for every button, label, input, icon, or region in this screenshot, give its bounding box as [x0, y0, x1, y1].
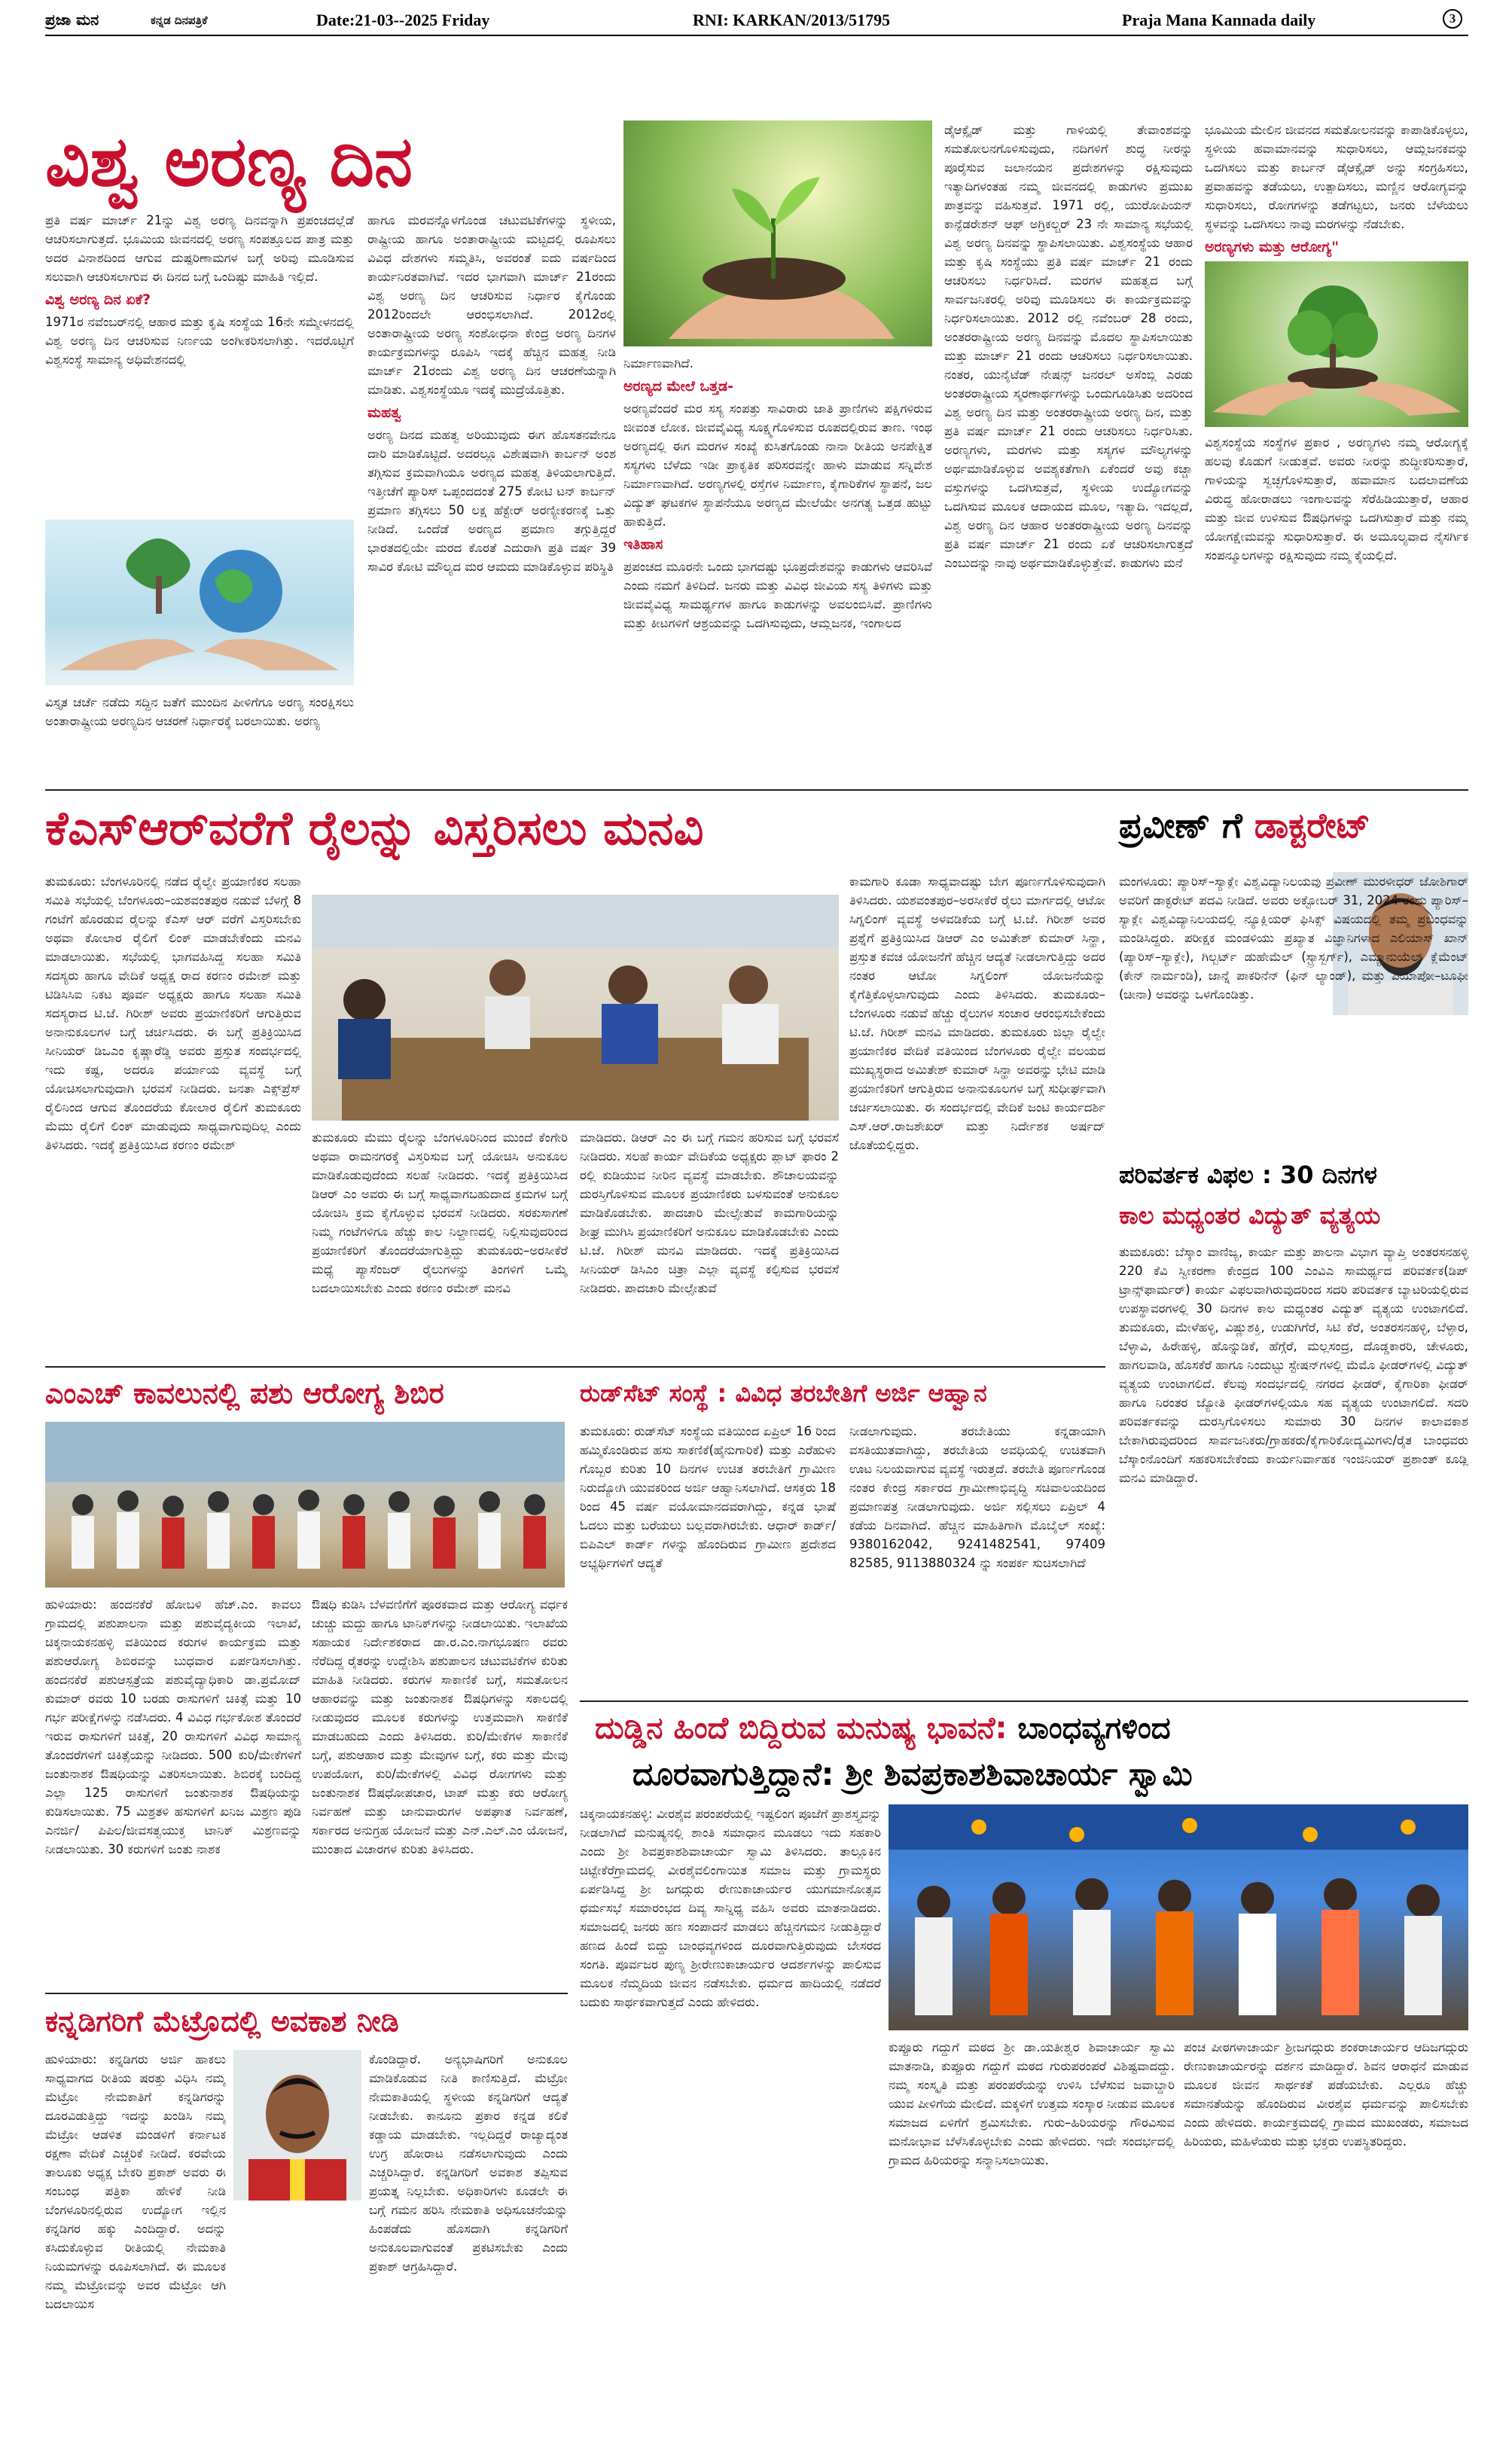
rail-col1 [45, 872, 301, 1362]
swamy-col3-text: ಪಂಚ ಪೀಠಗಳಾಚಾರ್ಯ ಶ್ರೀಜಗದ್ಗುರು ಶಂಕರಾಚಾರ್ಯರ ಆದಿಜಗದ್ಗುರು ರೇಣುಕಾಚಾರ್ಯರನ್ನು ದರ್ಶನ ಮಾಡಿದ್ದಾರೆ. ಶಿವನ ಆರಾಧನೆ ಮಾಡುವ ಮೂಲಕ ಜೀವನ ಸಾರ್ಥಕತೆ ಪಡೆಯಬೇಕು. ಎಲ್ಲರೂ ಹೆಚ್ಚು ಸಮಾನತೆಯನ್ನು ಹೊಂದಿರುವ ವೀರಶೈವ ಧರ್ಮವನ್ನು ಪಾಲಿಸಬೇಕು ಎಂದು ಹೇಳಿದರು. ಕಾರ್ಯಕ್ರಮದಲ್ಲಿ ಗ್ರಾಮದ ಮುಖಂಡರು, ಸಮಾಜದ ಹಿರಿಯರು, ಮಹಿಳೆಯರು ಮತ್ತು ಭಕ್ತರು ಉಪಸ್ಥಿತರಿದ್ದರು. [1184, 2040, 1468, 2149]
forest-col3 [623, 354, 932, 783]
transformer-title2: ಕಾಲ ಮಧ್ಯಂತರ ವಿದ್ಯುತ್ ವ್ಯತ್ಯಯ [1119, 1201, 1381, 1230]
masthead-sub: ಕನ್ನಡ ದಿನಪತ್ರಿಕೆ [151, 14, 208, 27]
swamy-title [595, 1707, 1468, 1750]
forest-col1c [45, 693, 354, 783]
section-divider-4 [45, 1993, 568, 1994]
rudset-col2 [849, 1422, 1105, 1693]
swamy-col3 [1184, 2038, 1468, 2429]
forest-sub-pressure: ಅರಣ್ಯದ ಮೇಲೆ ಒತ್ತಡ- [623, 378, 733, 395]
rail-col2-text: ತುಮಕೂರು ಮೆಮು ರೈಲನ್ನು ಬೆಂಗಳೂರಿನಿಂದ ಮುಂದೆ ಕೆಂಗೇರಿ ಅಥವಾ ರಾಮನಗರಕ್ಕೆ ವಿಸ್ತರಿಸುವ ಬಗ್ಗೆ ಯೋಚಿಸಿ ಅನುಕೂಲ ಮಾಡಿಕೊಡುವುದೆಂದು ಸಲಹೆ ನೀಡಿದರು. ಇದಕ್ಕೆ ಪ್ರತಿಕ್ರಿಯಿಸಿದ ಡಿಆರ್ ಎಂ ಅವರು ಈ ಬಗ್ಗೆ ಸಾಧ್ಯವಾಗಬಹುದಾದ ಕ್ರಮಗಳ ಬಗ್ಗೆ ಯೋಚಿಸಿ ಕ್ರಮ ಕೈಗೊಳ್ಳುವ ಭರವಸೆ ನೀಡಿದರು. ಸರಕುಸಾಗಣೆ ನಿಮ್ಮ ಗಂಟೆಗಳಿಗೂ ಹೆಚ್ಚು ಕಾಲ ನಿಲ್ದಾಣದಲ್ಲಿ ನಿಲ್ಲಿಸುವುದರಿಂದ ಪ್ರಯಾಣಿಕರಿಗೆ ತೊಂದರೆಯಾಗುತ್ತಿದ್ದು ತುಮಕೂರು–ಅರಸೀಕೆರೆ ಮಧ್ಯೆ ಪ್ಯಾಸೆಂಜರ್ ರೈಲುಗಳನ್ನು ತಿಂಗಳಿಗೆ ಒಮ್ಮೆ ಬದಲಾಯಿಸಬೇಕು ಎಂದು ಕರಣಂ ರಮೇಶ್ ಮನವಿ [312, 1130, 568, 1295]
metro-photo-portrait [233, 2050, 361, 2201]
transformer-body-text: ತುಮಕೂರು: ಬೆಸ್ಕಾಂ ವಾಣಿಜ್ಯ, ಕಾರ್ಯ ಮತ್ತು ಪಾಲನಾ ವಿಭಾಗ ವ್ಯಾಪ್ತಿ ಅಂತರಸನಹಳ್ಳಿ 220 ಕೆವಿ ಸ್ವೀಕರಣಾ ಕೇಂದ್ರದ 100 ಎಂವಿಎ ಸಾಮರ್ಥ್ಯದ ಪರಿವರ್ತಕ(ಡಿಪ್ ಟ್ರಾನ್ಸ್‌ಫಾರ್ಮರ್) ಕಾರ್ಯ ವಿಫಲವಾಗಿರುವುದರಿಂದ ಸದರಿ ಪರಿವರ್ತಕ ಬ್ಯಾಟರಿಯಲ್ಲಿರುವ ಉಪಸ್ಥಾವರಗಳಲ್ಲಿ 30 ದಿನಗಳ ಕಾಲ ಮಧ್ಯಂತರ ವಿದ್ಯುತ್ ವ್ಯತ್ಯಯ ಉಂಟಾಗಲಿದೆ. ತುಮಕೂರು, ಮೇಳೆಹಳ್ಳಿ, ವಿಷ್ಣುಶಕ್ತಿ, ಉಡುಗಿಗೆರೆ, ಸಿಟಿ ಕೆರೆ, ಅಂತರಸನಹಳ್ಳಿ, ಬೆಳ್ಳಾರ, ಬೆಳ್ಳಾವಿ, ಹಿರೇಹಳ್ಳಿ, ಹೊನ್ನುಡಿಕೆ, ಹೆಗ್ಗೆರೆ, ಮಲ್ಲಸಂದ್ರ, ದೊಡ್ಡಕಾರರಿ, ಚೇಳೂರು, ಹಾಗಲವಾಡಿ, ಹೊಸಕೆರೆ ಹಾಗೂ ನಿಂದುಟ್ಟು ಸ್ಟೇಷನ್‌ಗಳಲ್ಲಿ ಮೆಮೊ ಫೀಡರ್‌ಗಳಲ್ಲಿ ವಿದ್ಯುತ್ ವ್ಯತ್ಯಯ ಉಂಟಾಗಲಿದೆ. ಕೆಲವು ಸಂದರ್ಭದಲ್ಲಿ ನಗರದ ಫೀಡರ್‌, ಕೈಗಾರಿಕಾ ಫೀಡರ್ ಹಾಗೂ ನಿರಂತರ ಜ್ಯೋತಿ ಫೀಡರ್‌ಗಳಲ್ಲಿಯೂ ಸಹ ವ್ಯತ್ಯಯ ಉಂಟಾಗಲಿದೆ. ಸದರಿ ಪರಿವರ್ತಕವನ್ನು ದುರಸ್ತಿಗೊಳಿಸಲು ಸುಮಾರು 30 ದಿನಗಳ ಕಾಲಾವಕಾಶ ಬೇಕಾಗಿರುವುದರಿಂದ ಸಾರ್ವಜನಿಕರು/ಗ್ರಾಹಕರು/ಕೈಗಾರಿಕೋದ್ಯಮಿಗಳು/ರೈತ ಬಾಂಧವರು ಬೆಸ್ಕಾಂನೊಂದಿಗೆ ಸಹಕರಿಸಬೇಕೆಂದು ಕಾರ್ಯನಿರ್ವಾಹಕ ಇಂಜಿನಿಯರ್ ಪ್ರಶಾಂತ್ ಕೂಡ್ಲಿ ಮನವಿ ಮಾಡಿದ್ದಾರೆ. [1119, 1245, 1468, 1485]
forest-col5 [1205, 120, 1468, 783]
swamy-col1 [580, 1804, 881, 2429]
metro-col1 [45, 2050, 226, 2426]
swamy-photo-ceremony [889, 1804, 1468, 2030]
swamy-col2 [889, 2038, 1175, 2429]
rail-col4-text: ಕಾಮಗಾರಿ ಕೂಡಾ ಸಾಧ್ಯವಾದಷ್ಟು ಬೇಗ ಪೂರ್ಣಗೊಳಿಸುವುದಾಗಿ ತಿಳಿಸಿದರು. ಯಶವಂತಪುರ–ಅರಸೀಕೆರೆ ರೈಲು ಮಾರ್ಗದಲ್ಲಿ ಆಟೋ ಸಿಗ್ನಲಿಂಗ್ ವ್ಯವಸ್ಥೆ ಅಳವಡಿಕೆಯ ಬಗ್ಗೆ ಟಿ.ಜೆ. ಗಿರೀಶ್ ಅವರ ಪ್ರಶ್ನೆಗೆ ಪ್ರತಿಕ್ರಿಯಿಸಿದ ಡಿಆರ್ ಎಂ ಅಮಿತೇಶ್ ಕುಮಾರ್ ಸಿನ್ಹಾ, ಪ್ರಸ್ತುತ ಕವಚ ಯೋಜನೆಗೆ ಹೆಚ್ಚಿನ ಆದ್ಯತೆ ನೀಡಲಾಗುತ್ತಿದ್ದು ಅದರ ನಂತರ ಆಟೋ ಸಿಗ್ನಲಿಂಗ್ ಯೋಜನೆಯನ್ನು ಕೈಗೆತ್ತಿಕೊಳ್ಳಲಾಗುವುದು ಎಂದು ತಿಳಿಸಿದರು. ತುಮಕೂರು–ಬೆಂಗಳೂರು ನಡುವೆ ಹೆಚ್ಚು ರೈಲುಗಳ ಸಂಚಾರ ಆರಂಭಿಸಬೇಕೆಂದು ಟಿ.ಜೆ. ಗಿರೀಶ್ ಮನವಿ ಮಾಡಿದರು. ತುಮಕೂರು ಜಿಲ್ಲಾ ರೈಲ್ವೇ ಪ್ರಯಾಣಿಕರ ವೇದಿಕೆ ವತಿಯಿಂದ ಬೆಂಗಳೂರು ರೈಲ್ವೇ ವಲಯದ ಮುಖ್ಯಸ್ಥರಾದ ಅಮಿತೇಶ್ ಕುಮಾರ್ ಸಿನ್ಹಾ ಅವರನ್ನು ಭೇಟಿ ಮಾಡಿ ಪ್ರಯಾಣಿಕರಿಗೆ ಆಗುತ್ತಿರುವ ಅನಾನುಕೂಲಗಳ ಬಗ್ಗೆ ಸುಧೀರ್ಘವಾಗಿ ಚರ್ಚಿಸಲಾಯಿತು. ಈ ಸಂದರ್ಭದಲ್ಲಿ ವೇದಿಕೆ ಜಂಟಿ ಕಾರ್ಯದರ್ಶಿ ಎಸ್.ಆರ್.ರಾಜಶೇಖರ್ ಮತ್ತು ನಿರ್ದೇಶಕ ಅರ್ಷದ್ ಜೊತೆಯಲ್ಲಿದ್ದರು. [849, 874, 1105, 1152]
rail-col3 [580, 1128, 839, 1362]
metro-col2 [369, 2050, 568, 2426]
forest-col1b-text: 1971ರ ನವೆಂಬರ್‌ನಲ್ಲಿ ಆಹಾರ ಮತ್ತು ಕೃಷಿ ಸಂಸ್ಥೆಯ 16ನೇ ಸಮ್ಮೇಳನದಲ್ಲಿ ವಿಶ್ವ ಅರಣ್ಯ ದಿನ ಆಚರಿಸುವ ನಿರ್ಣಯ ಅಂಗೀಕರಿಸಲಾಗಿತ್ತು. ಇದರೊಟ್ಟಿಗೆ ವಿಶ್ವಸಂಸ್ಥೆ ಸಾಮಾನ್ಯ ಅಧಿವೇಶನದಲ್ಲಿ [45, 315, 354, 367]
transformer-title: ಪರಿವರ್ತಕ ವಿಫಲ : 30 ದಿನಗಳ [1119, 1161, 1377, 1189]
forest-col1c-text: ವಿಸ್ತೃತ ಚರ್ಚೆ ನಡೆದು ಸದ್ದಿನ ಜತೆಗೆ ಮುಂದಿನ ಪೀಳಿಗೆಗೂ ಅರಣ್ಯ ಸಂರಕ್ಷಿಸಲು ಅಂತಾರಾಷ್ಟ್ರೀಯ ಅರಣ್ಯದಿನ ಆಚರಣೆ ನಿರ್ಧಾರಕ್ಕೆ ಬರಲಾಯಿತು. ಅರಣ್ಯ [45, 695, 354, 728]
forest-col2-text: ಹಾಗೂ ಮರವನ್ನೊಳಗೊಂಡ ಚಟುವಟಿಕೆಗಳನ್ನು ಸ್ಥಳೀಯ, ರಾಷ್ಟ್ರೀಯ ಹಾಗೂ ಅಂತಾರಾಷ್ಟ್ರೀಯ ಮಟ್ಟದಲ್ಲಿ ರೂಪಿಸಲು ವಿವಿಧ ದೇಶಗಳು ಸಮ್ಮತಿಸಿ, ಅವರಂತೆ ಐದು ವರ್ಷದಿಂದ ಕಾರ್ಯನಿರತವಾಗಿವೆ. ಇದರ ಭಾಗವಾಗಿ ಮಾರ್ಚ್ 21ರಂದು ವಿಶ್ವ ಅರಣ್ಯ ದಿನ ಆಚರಿಸುವ ನಿರ್ಧಾರ ಕೈಗೊಂಡು 2012ರಿಂದಲೇ ಆರಂಭಿಸಲಾಗಿದೆ. 2012ರಲ್ಲಿ ಅಂತಾರಾಷ್ಟ್ರೀಯ ಅರಣ್ಯ ಸಂಶೋಧನಾ ಕೇಂದ್ರ ಅರಣ್ಯ ದಿನಗಳ ಕಾರ್ಯಕ್ರಮಗಳನ್ನು ರೂಪಿಸಿ ಇದಕ್ಕೆ ಹೆಚ್ಚಿನ ಮಹತ್ವ ನೀಡಿ ಮಾರ್ಚ್ 21ರಂದು ವಿಶ್ವ ಅರಣ್ಯ ದಿನ ಆಚರಣೆಯನ್ನಾಗಿ ಮಾಡಿತು. ವಿಶ್ವಸಂಸ್ಥೆಯೂ ಇದಕ್ಕೆ ಮುದ್ರೆಯೊತ್ತಿತು. [367, 213, 616, 397]
header-rule [45, 35, 1468, 36]
forest-col5b-text: ವಿಶ್ವಸಂಸ್ಥೆಯ ಸಂಸ್ಥೆಗಳ ಪ್ರಕಾರ , ಅರಣ್ಯಗಳು ನಮ್ಮ ಆರೋಗ್ಯಕ್ಕೆ ಹಲವು ಕೊಡುಗೆ ನೀಡುತ್ತವೆ. ಅವರು ನೀರನ್ನು ಶುದ್ಧೀಕರಿಸುತ್ತಾರೆ, ಗಾಳಿಯನ್ನು ಸ್ವಚ್ಛಗೊಳಿಸುತ್ತಾರೆ, ಹವಾಮಾನ ಬದಲಾವಣೆಯ ವಿರುದ್ಧ ಹೋರಾಡಲು ಇಂಗಾಲವನ್ನು ಸೆರೆಹಿಡಿಯುತ್ತಾರೆ, ಆಹಾರ ಮತ್ತು ಜೀವ ಉಳಿಸುವ ಔಷಧಿಗಳನ್ನು ಒದಗಿಸುತ್ತಾರೆ ಮತ್ತು ನಮ್ಮ ಯೋಗಕ್ಷೇಮವನ್ನು ಸುಧಾರಿಸುತ್ತಾರೆ. ಈ ಅಮೂಲ್ಯವಾದ ನೈಸರ್ಗಿಕ ಸಂಪನ್ಮೂಲಗಳನ್ನು ರಕ್ಷಿಸುವುದು ನಮ್ಮ ಕೈಯಲ್ಲಿದೆ. [1205, 435, 1468, 563]
forest-sub-why: ವಿಶ್ವ ಅರಣ್ಯ ದಿನ ಏಕೆ? [45, 291, 151, 308]
rail-col2 [312, 1128, 568, 1362]
forest-col4-text: ಡೈಆಕ್ಸೈಡ್ ಮತ್ತು ಗಾಳಿಯಲ್ಲಿ ತೇವಾಂಶವನ್ನು ಸಮತೋಲನಗೊಳಿಸುವುದು, ನದಿಗಳಿಗೆ ಶುದ್ಧ ನೀರನ್ನು ಪೂರೈಸುವ ಜಲಾನಯನ ಪ್ರದೇಶಗಳನ್ನು ರಕ್ಷಿಸುವುದು ಇತ್ಯಾದಿಗಳಂತಹ ನಮ್ಮ ಜೀವನದಲ್ಲಿ ಕಾಡುಗಳು ಪ್ರಮುಖ ಪಾತ್ರವನ್ನು ವಹಿಸುತ್ತವೆ. 1971 ರಲ್ಲಿ, ಯುರೋಪಿಯನ್ ಕಾನ್ಫೆಡರೇಶನ್ ಆಫ್ ಅಗ್ರಿಕಲ್ಚರ್ 23 ನೇ ಸಾಮಾನ್ಯ ಸಭೆಯಲ್ಲಿ ವಿಶ್ವ ಅರಣ್ಯ ದಿನವನ್ನು ಸ್ಥಾಪಿಸಲಾಯಿತು. ವಿಶ್ವಸಂಸ್ಥೆಯ ಆಹಾರ ಮತ್ತು ಕೃಷಿ ಸಂಸ್ಥೆಯು ಪ್ರತಿ ವರ್ಷ ಮಾರ್ಚ್ 21 ರಂದು ಆಚರಿಸಲು ನಿರ್ಧರಿಸಿದೆ. ಮರಗಳ ಮಹತ್ವದ ಬಗ್ಗೆ ಸಾರ್ವಜನಿಕರಲ್ಲಿ ಅರಿವು ಮೂಡಿಸಲು ಈ ಕಾರ್ಯಕ್ರಮವನ್ನು ನಿರ್ಧರಿಸಲಾಯಿತು. 2012 ರಲ್ಲಿ ನವೆಂಬರ್ 28 ರಂದು, ಅಂತರರಾಷ್ಟ್ರೀಯ ಅರಣ್ಯ ದಿನವನ್ನು ಮೊದಲ ಸ್ಥಾಪಿಸಲಾಯಿತು ಮತ್ತು ಮಾರ್ಚ್ 21 ರಂದು ಆಚರಿಸಲು ನಿರ್ಧರಿಸಲಾಯಿತು. ನಂತರ, ಯುನೈಟೆಡ್ ನೇಷನ್ಸ್ ಜನರಲ್ ಅಸೆಂಬ್ಲಿ ಎರಡು ಅಂತರರಾಷ್ಟ್ರೀಯ ಸ್ಮರಣಾರ್ಥಗಳನ್ನು ಒಂದುಗೂಡಿಸಿತು ಅದರಿಂದ ವಿಶ್ವ ಅರಣ್ಯ ದಿನ ಮತ್ತು ಅಂತರರಾಷ್ಟ್ರೀಯ ಅರಣ್ಯ ದಿನ, ಮತ್ತು ಪ್ರತಿ ವರ್ಷ ಮಾರ್ಚ್ 21 ರಂದು ಆಚರಿಸಲು ನಿರ್ಧರಿಸಿತು. ಅರಣ್ಯಗಳು, ಮರಗಳು ಮತ್ತು ಸಸ್ಯಗಳ ಮೌಲ್ಯಗಳನ್ನು ಅರ್ಥಮಾಡಿಕೊಳ್ಳುವ ಅವಶ್ಯಕತೆಗಾಗಿ ಏಕೆಂದರೆ ಅವು ಕಚ್ಚಾ ವಸ್ತುಗಳನ್ನು ಒದಗಿಸುತ್ತವೆ, ಸ್ಥಳೀಯ ಉದ್ಯೋಗವನ್ನು ಒದಗಿಸುವ ಮೂಲಕ ಆದಾಯದ ಮೂಲ, ಇತ್ಯಾದಿ. ಇದಲ್ಲದೆ, ವಿಶ್ವ ಅರಣ್ಯ ದಿನ ಆಹಾರ ಅಂತರರಾಷ್ಟ್ರೀಯ ಅರಣ್ಯ ದಿನವನ್ನು ಪ್ರತಿ ವರ್ಷ ಮಾರ್ಚ್ 21 ರಂದು ಏಕೆ ಆಚರಿಸಲಾಗುತ್ತದೆ ಎಂಬುದನ್ನು ನಾವು ಅರ್ಥಮಾಡಿಕೊಳ್ಳುತ್ತೇವೆ. ಕಾಡುಗಳು ಮನೆ [944, 123, 1193, 570]
animal-col1-text: ಹುಳಿಯಾರು: ಹಂದನಕೆರೆ ಹೋಬಳಿ ಹೆಚ್.ಎಂ. ಕಾವಲು ಗ್ರಾಮದಲ್ಲಿ ಪಶುಪಾಲನಾ ಮತ್ತು ಪಶುವೈದ್ಯಕೀಯ ಇಲಾಖೆ, ಚಿಕ್ಕನಾಯಕನಹಳ್ಳಿ ವತಿಯಿಂದ ಕರುಗಳ ಕಾರ್ಯಕ್ರಮ ಮತ್ತು ಪಶುಆರೋಗ್ಯ ಶಿಬಿರವನ್ನು ಬುಧವಾರ ಏರ್ಪಡಿಸಲಾಗಿತ್ತು. ಹಂದನಕೆರೆ ಪಶುಆಸ್ಪತ್ರೆಯ ಪಶುವೈದ್ಯಾಧಿಕಾರಿ ಡಾ.ಪ್ರಮೋದ್ ಕುಮಾರ್ ರವರು 10 ಬರಡು ರಾಸುಗಳಿಗೆ ಚಿಕಿತ್ಸೆ ಮತ್ತು 10 ಗರ್ಭ ಪರೀಕ್ಷೆಗಳನ್ನು ನಡೆಸಿದರು. 4 ವಿವಿಧ ಗರ್ಭಕೋಶ ತೊಂದರೆ ಇರುವ ರಾಸುಗಳಿಗೆ ಚಿಕಿತ್ಸೆ, 20 ರಾಸುಗಳಿಗೆ ವಿವಿಧ ಸಾಮಾನ್ಯ ತೊಂದರೆಗಳಿಗೆ ಚಿಕಿತ್ಸೆಯನ್ನು ನೀಡಿದರು. 500 ಕುರಿ/ಮೇಕೆಗಳಿಗೆ ಜಂತುನಾಶಕ ಔಷಧಿಯನ್ನು ವಿತರಿಸಲಾಯಿತು. ಶಿಬಿರಕ್ಕೆ ಬಂದಿದ್ದ ಎಲ್ಲಾ 125 ರಾಸುಗಳಿಗೆ ಜಂತುನಾಶಕ ಔಷಧಿಯನ್ನು ಕುಡಿಸಲಾಯಿತು. 75 ಮಿಶ್ರತಳಿ ಹಸುಗಳಿಗೆ ಖನಿಜ ಮಿಶ್ರಣ ಪುಡಿ ಎನರ್ಜಿ/ ಪಿಪಿಲ/ಜೀವಸತ್ವಯುಕ್ತ ಟಾನಿಕ್ ಮಿಶ್ರಣವನ್ನು ನೀಡಲಾಯಿತು. 30 ಕರುಗಳಿಗೆ ಜಂತು ನಾಶಕ [45, 1597, 301, 1856]
swamy-title2: ದೂರವಾಗುತ್ತಿದ್ದಾನೆ: ಶ್ರೀ ಶಿವಪ್ರಕಾಶಶಿವಾಚಾರ್ಯ ಸ್ವಾಮಿ [633, 1755, 1193, 1792]
rail-photo-meeting [312, 895, 839, 1121]
praveen-title [1119, 803, 1473, 848]
forest-col1-text: ಪ್ರತಿ ವರ್ಷ ಮಾರ್ಚ್ 21ನ್ನು ವಿಶ್ವ ಅರಣ್ಯ ದಿನವನ್ನಾಗಿ ಪ್ರಪಂಚದಲ್ಲೆಡೆ ಆಚರಿಸಲಾಗುತ್ತದೆ. ಭೂಮಿಯ ಜೀವನದಲ್ಲಿ ಅರಣ್ಯ ಸಂಪತ್ತೂಲದ ಪಾತ್ರ ಮತ್ತು ಅದರ ವಿನಾಶದಿಂದ ಆಗುವ ದುಷ್ಪರಿಣಾಮಗಳ ಬಗ್ಗೆ ಅರಿವು ಮೂಡಿಸುವ ಸಲುವಾಗಿ ಆಚರಿಸಲಾಗುವ ಈ ದಿನದ ಬಗ್ಗೆ ಒಂದಿಷ್ಟು ಮಾಹಿತಿ ಇಲ್ಲಿದೆ. [45, 213, 354, 284]
rudset-col2-text: ನೀಡಲಾಗುವುದು. ತರಬೇತಿಯು ಕನ್ನಡಾಯಾಗಿ ವಸತಿಯುತವಾಗಿದ್ದು, ತರಬೇತಿಯ ಅವಧಿಯಲ್ಲಿ ಉಚಿತವಾಗಿ ಊಟ ನಿಲಯವಾಗುವ ವ್ಯವಸ್ಥೆ ಇರುತ್ತದೆ. ತರಬೇತಿ ಪೂರ್ಣಗೊಂಡ ನಂತರ ಕೇಂದ್ರ ಸರ್ಕಾರದ ಗ್ರಾಮೀಣಾಭಿವೃದ್ಧಿ ಸಚಿವಾಲಯದಿಂದ ಪ್ರಮಾಣಪತ್ರ ನೀಡಲಾಗುವುದು. ಅರ್ಜಿ ಸಲ್ಲಿಸಲು ಏಪ್ರಿಲ್ 4 ಕಡೆಯ ದಿನವಾಗಿದೆ. ಹೆಚ್ಚಿನ ಮಾಹಿತಿಗಾಗಿ ಮೊಬೈಲ್ ಸಂಖ್ಯೆ: 9380162042, 9241482541, 97409 82585, 9113880324 ನ್ನು ಸಂಪರ್ಕ ಸುಚಿಸಲಾಗಿದೆ [849, 1424, 1105, 1570]
praveen-title-name: ಪ್ರವೀಣ್ ಗೆ [1119, 805, 1242, 846]
metro-col1-text: ಹುಳಿಯಾರು: ಕನ್ನಡಿಗರು ಅರ್ಜಿ ಹಾಕಲು ಸಾಧ್ಯವಾಗದ ರೀತಿಯ ಷರತ್ತು ವಿಧಿಸಿ ನಮ್ಮ ಮೆಟ್ರೋ ನೇಮಕಾತಿಗೆ ಕನ್ನಡಿಗರನ್ನು ದೂರವಿಡುತ್ತಿದ್ದು ಇದನ್ನು ಖಂಡಿಸಿ ನಮ್ಮ ಮೆಟ್ರೋ ಆಡಳಿತ ಮಂಡಳಿಗೆ ಕರ್ನಾಟಕ ರಕ್ಷಣಾ ವೇದಿಕೆ ಎಚ್ಚರಿಕೆ ನೀಡಿದೆ. ಕರವೇಯ ತಾಲೂಕು ಅಧ್ಯಕ್ಷ ಬೇಕರಿ ಪ್ರಕಾಶ್ ಅವರು ಈ ಸಂಬಂಧ ಪತ್ರಿಕಾ ಹೇಳಿಕೆ ನೀಡಿ ಬೆಂಗಳೂರಿನಲ್ಲಿರುವ ಉದ್ಯೋಗ ಇಲ್ಲಿನ ಕನ್ನಡಿಗರ ಹಕ್ಕು ಎಂದಿದ್ದಾರೆ. ಅದನ್ನು ಕಸಿದುಕೊಳ್ಳುವ ರೀತಿಯಲ್ಲಿ ನೇಮಕಾತಿ ನಿಯಮಗಳನ್ನು ರೂಪಿಸಲಾಗಿದೆ. ಈ ಮೂಲಕ ನಮ್ಮ ಮೆಟ್ರೋವನ್ನು ಅವರ ಮೆಟ್ರೋ ಆಗಿ ಬದಲಾಯಿಸ [45, 2052, 226, 2311]
animal-photo-group [45, 1422, 565, 1588]
animal-col2-text: ಔಷಧಿ ಕುಡಿಸಿ ಬೆಳವಣಿಗೆಗೆ ಪೂರಕವಾದ ಮತ್ತು ಆರೋಗ್ಯ ವರ್ಧಕ ಚುಚ್ಚು ಮದ್ದು ಹಾಗೂ ಟಾನಿಕ್‌ಗಳನ್ನು ನೀಡಲಾಯಿತು. ಇಲಾಖೆಯ ಸಹಾಯಕ ನಿರ್ದೇಶಕರಾದ ಡಾ.ರ.ಎಂ.ನಾಗಭೂಷಣ ರವರು ನೆರೆದಿದ್ದ ರೈತರನ್ನು ಉದ್ದೇಶಿಸಿ ಪಶುಪಾಲನ ಚಟುವಟಿಕೆಗಳ ಕುರಿತು ಮಾಹಿತಿ ನೀಡಿದರು. ಕರುಗಳ ಸಾಕಾಣಿಕೆ ಬಗ್ಗೆ, ಸಮತೋಲನ ಆಹಾರವನ್ನು ಮತ್ತು ಜಂತುನಾಶಕ ಔಷಧಿಗಳನ್ನು ಸಕಾಲದಲ್ಲಿ ನೀಡುವುದರ ಮೂಲಕ ಕರುಗಳನ್ನು ಉತ್ತಮವಾಗಿ ಸಾಕಣಿಕೆ ಮಾಡಬಹುದು ಎಂದು ತಿಳಿಸಿದರು. ಕುರಿ/ಮೇಕೆಗಳ ಸಾಕಾಣಿಕೆ ಬಗ್ಗೆ, ಪಶುಆಹಾರ ಮತ್ತು ಮೇವುಗಳ ಬಗ್ಗೆ, ಕರು ಮತ್ತು ಮೇವು ಉಪಯೋಗ, ಕುರಿ/ಮೇಕೆಗಳಲ್ಲಿ ವಿವಿಧ ರೋಗಗಳು ಮತ್ತು ಜಂತುನಾಶಕ ಔಷಧೋಪಚಾರ, ಟಾಪ್ ಮತ್ತು ಕರು ಆರೋಗ್ಯ ನಿರ್ವಹಣೆ ಮತ್ತು ಜಾನುವಾರುಗಳ ಅಪಘಾತ ನಿರ್ವಹಣೆ, ಸರ್ಕಾರದ ಅನುಗ್ರಹ ಯೋಜನೆ ಮತ್ತು ಎನ್.ಎಲ್.ಎಂ ಯೋಜನೆ, ಮುಂತಾದ ವಿಚಾರಗಳ ಕುರಿತು ತಿಳಿಸಿದರು. [312, 1597, 568, 1856]
praveen-body [1119, 872, 1468, 1151]
rudset-title: ರುಡ್‌ಸೆಟ್ ಸಂಸ್ಥೆ : ವಿವಿಧ ತರಬೇತಿಗೆ ಅರ್ಜಿ ಆಹ್ವಾನ [580, 1379, 987, 1408]
rudset-col1 [580, 1422, 836, 1693]
rail-title: ಕೆಎಸ್‌ಆರ್‌ವರೆಗೆ ರೈಲನ್ನು ವಿಸ್ತರಿಸಲು ಮನವಿ [45, 801, 704, 856]
section-divider-3 [580, 1700, 1468, 1702]
forest-col5-text: ಭೂಮಿಯ ಮೇಲಿನ ಜೀವನದ ಸಮತೋಲನವನ್ನು ಕಾಪಾಡಿಕೊಳ್ಳಲು, ಸ್ಥಳೀಯ ಹವಾಮಾನವನ್ನು ಸುಧಾರಿಸಲು, ಆಮ್ಲಜನಕವನ್ನು ಒದಗಿಸಲು ಮತ್ತು ಕಾರ್ಬನ್ ಡೈಆಕ್ಸೈಡ್ ಅನ್ನು ಸಂಗ್ರಹಿಸಲು, ಪ್ರವಾಹವನ್ನು ತಡೆಯಲು, ಉತ್ಪಾದಿಸಲು, ಮಣ್ಣಿನ ಆರೋಗ್ಯವನ್ನು ಸುಧಾರಿಸಲು, ರೋಗಗಳನ್ನು ತಡೆಗಟ್ಟಲು, ಜನರು ಬೆಳೆಯಲು ಸ್ಥಳವನ್ನು ಒದಗಿಸಲು ನಾವು ಮರಗಳನ್ನು ನೆಡಬೇಕು. [1205, 123, 1468, 231]
section-divider-1 [45, 789, 1468, 791]
paper-name: Praja Mana Kannada daily [1122, 11, 1316, 29]
forest-sub-importance: ಮಹತ್ವ [367, 404, 401, 421]
animal-col2 [312, 1595, 568, 1987]
praveen-title-doctorate: ಡಾಕ್ಟರೇಟ್ [1254, 805, 1370, 846]
forest-col3-text: ಅರಣ್ಯವೆಂದರೆ ಮರ ಸಸ್ಯ ಸಂಪತ್ತು ಸಾವಿರಾರು ಜಾತಿ ಪ್ರಾಣಿಗಳು ಪಕ್ಷಿಗಳಿರುವ ಜೀವಂತ ಲೋಕ. ಜೀವವೈವಿಧ್ಯ ಸೂಕ್ಷ್ಮಗೊಳಿಸುವ ರೂಪದಲ್ಲಿರುವ ತಾಣ. ಇಂಥ ಅರಣ್ಯದಲ್ಲಿ ಈಗ ಮರಗಳ ಸಂಖ್ಯೆ ಕುಸಿತಗೊಂಡು ನಾನಾ ರೀತಿಯ ಅನಪೇಕ್ಷಿತ ಸಸ್ಯಗಳು ಬೆಳೆದು ಇಡೀ ಪ್ರಾಕೃತಿಕ ಪರಿಸರವನ್ನೇ ಹಾಳು ಮಾಡುವ ಸನ್ನಿವೇಶ ನಿರ್ಮಾಣವಾಗಿದೆ. ಅರಣ್ಯಗಳಲ್ಲಿ ರಸ್ತೆಗಳ ನಿರ್ಮಾಣ, ಕೈಗಾರಿಕೆಗಳ ಸ್ಥಾಪನೆ, ಜಲ ವಿದ್ಯುತ್ ಘಟಕಗಳ ಸ್ಥಾಪನೆಯೂ ಅರಣ್ಯದ ಮೇಲೆಯೇ ಅನಗತ್ಯ ಒತ್ತಡ ಹುಟ್ಟು ಹಾಕುತ್ತಿದೆ. [623, 401, 932, 529]
forest-col1 [45, 211, 354, 512]
praveen-body-text: ಮಂಗಳೂರು: ಪ್ಯಾರಿಸ್–ಸ್ಯಾಕ್ಲೇ ವಿಶ್ವವಿದ್ಯಾನಿಲಯವು ಪ್ರವೀಣ್ ಮುರಳೀಧರ್ ಜೋಶಿಗಾರ್ ಅವರಿಗೆ ಡಾಕ್ಟರೇಟ್ ಪದವಿ ನೀಡಿದೆ. ಅವರು ಅಕ್ಟೋಬರ್ 31, 2024 ರಂದು ಪ್ಯಾರಿಸ್–ಸ್ಯಾಕ್ಲೇ ವಿಶ್ವವಿದ್ಯಾನಿಲಯದಲ್ಲಿ ನ್ಯೂಕ್ಲಿಯರ್ ಫಿಸಿಕ್ಸ್ ವಿಷಯದಲ್ಲಿ ತಮ್ಮ ಪ್ರಬಂಧವನ್ನು ಮಂಡಿಸಿದ್ದರು. ಪರೀಕ್ಷಕ ಮಂಡಳಿಯು ಪ್ರಖ್ಯಾತ ವಿಜ್ಞಾನಿಗಳಾದ ಎಲಿಯಾಸ್ ಖಾನ್ (ಪ್ಯಾರಿಸ್–ಸ್ಯಾಕ್ಲೇ), ಗಿಲ್ಬರ್ಟ್ ಡುಹೇಮೆಲ್ (ಸ್ಟ್ರಾಸ್ಬರ್ಗ್), ಎಮ್ಯಾನುಯೆಲ್ ಕ್ಲೆಮೆಂಟ್ (ಕೇನ್ ನಾರ್ಮಂಡಿ), ಜಾನ್ನೆ ಪಾಕರಿನೆನ್ (ಫಿನ್ ಲ್ಯಾಂಡ್), ಮತ್ತು ಪಿಯಾಪೋ–ಟೂಫೀ (ಚೀನಾ) ಅವರನ್ನು ಒಳಗೊಂಡಿತ್ತು. [1119, 874, 1468, 1002]
rail-col1-text: ತುಮಕೂರು: ಬೆಂಗಳೂರಿನಲ್ಲಿ ನಡೆದ ರೈಲ್ವೇ ಪ್ರಯಾಣಿಕರ ಸಲಹಾ ಸಮಿತಿ ಸಭೆಯಲ್ಲಿ ಬೆಂಗಳೂರು–ಯಶವಂತಪುರ ನಡುವೆ ಬೆಳಗ್ಗೆ 8 ಗಂಟೆಗೆ ಹೊರಡುವ ರೈಲನ್ನು ಕೆಎಸ್ ಆರ್ ವರೆಗೆ ವಿಸ್ತರಿಸಬೇಕು ಅಥವಾ ಕೋಲಾರ ರೈಲಿಗೆ ಲಿಂಕ್ ಮಾಡಬೇಕೆಂದು ಮನವಿ ಮಾಡಲಾಯಿತು. ಸಭೆಯಲ್ಲಿ ಭಾಗವಹಿಸಿದ್ದ ಸಲಹಾ ಸಮಿತಿ ಸದಸ್ಯರು ಹಾಗೂ ವೇದಿಕೆ ಅಧ್ಯಕ್ಷ ರಾದ ಕರಣಂ ರಮೇಶ್ ಮತ್ತು ಟಿಡಿಸಿಸಿಐ ನಿಕಟ ಪೂರ್ವ ಅಧ್ಯಕ್ಷರು ಹಾಗೂ ಸಲಹಾ ಸಮಿತಿ ಸದಸ್ಯರಾದ ಟಿ.ಜೆ. ಗಿರೀಶ್ ಅವರು ಪ್ರಯಾಣಿಕರಿಗೆ ಆಗುತ್ತಿರುವ ಅನಾನುಕೂಲಗಳ ಬಗ್ಗೆ ಚರ್ಚಿಸಿದರು. ಈ ಬಗ್ಗೆ ಪ್ರತಿಕ್ರಿಯಿಸಿದ ಸೀನಿಯರ್ ಡಿಒಎಂ ಕೃಷ್ಣಾರೆಡ್ಡಿ ಅವರು ಪ್ರಸ್ತುತ ಸಂದರ್ಭದಲ್ಲಿ ಇದು ಕಷ್ಟ, ಅದರೂ ಪರ್ಯಾಯ ವ್ಯವಸ್ಥೆ ಬಗ್ಗೆ ಯೋಚಿಸಲಾಗುವುದಾಗಿ ಭರವಸೆ ನೀಡಿದರು. ಜನತಾ ಎಕ್ಸ್‌ಪ್ರೆಸ್ ರೈಲಿನಿಂದ ಆಗುವ ತೊಂದರೆಯ ಕೋಲಾರ ರೈಲಿಗೆ ತುಮಕೂರು ಮೆಮು ರೈಲಿಗೆ ಲಿಂಕ್ ಮಾಡುವುದು ಸಾಧ್ಯವಾಗುವುದಿಲ್ಲ ಎಂದು ತಿಳಿಸಿದರು. ಇದಕ್ಕೆ ಪ್ರತಿಕ್ರಿಯಿಸಿದ ಕರಣಂ ರಮೇಶ್ [45, 874, 301, 1152]
animal-title: ಎಂಎಚ್ ಕಾವಲುನಲ್ಲಿ ಪಶು ಆರೋಗ್ಯ ಶಿಬಿರ [45, 1377, 444, 1410]
metro-title: ಕನ್ನಡಿಗರಿಗೆ ಮೆಟ್ರೊದಲ್ಲಿ ಅವಕಾಶ ನೀಡಿ [45, 2005, 399, 2038]
masthead: ಪ್ರಜಾ ಮನ [45, 11, 99, 29]
page-header [45, 6, 1468, 36]
forest-photo-earth [45, 520, 354, 685]
animal-col1 [45, 1595, 301, 1987]
forest-photo-tree-hands [1205, 261, 1468, 427]
rail-col3-text: ಮಾಡಿದರು. ಡಿಆರ್ ಎಂ ಈ ಬಗ್ಗೆ ಗಮನ ಹರಿಸುವ ಬಗ್ಗೆ ಭರವಸೆ ನೀಡಿದರು. ಸಲಹೆ ಕಾರ್ಯ ವೇದಿಕೆಯ ಅಧ್ಯಕ್ಷರು ಪ್ಲಾಟ್ ಫಾರಂ 2 ರಲ್ಲಿ ಕುಡಿಯುವ ನೀರಿನ ವ್ಯವಸ್ಥೆ ಮಾಡಬೇಕು. ಶೌಚಾಲಯವನ್ನು ದುರಸ್ತಿಗೊಳಿಸುವ ಮೂಲಕ ಪ್ರಯಾಣಿಕರು ಬಳಸುವಂತೆ ಅನುಕೂಲ ಮಾಡಿಕೊಡಬೇಕು. ಪಾದಚಾರಿ ಮೇಲ್ಸೇತುವೆ ಕಾಮಗಾರಿಯನ್ನು ಶೀಘ್ರ ಮುಗಿಸಿ ಪ್ರಯಾಣಿಕರಿಗೆ ಅನುಕೂಲ ಮಾಡಿಕೊಡಬೇಕು ಎಂದು ಟಿ.ಜೆ. ಗಿರೀಶ್ ಮನವಿ ಮಾಡಿದರು. ಇದಕ್ಕೆ ಪ್ರತಿಕ್ರಿಯಿಸಿದ ಸೀನಿಯರ್ ಡಿಸಿಎಂ ಚಿತ್ರಾ ಎಲ್ಲಾ ವ್ಯವಸ್ಥೆ ಕಲ್ಪಿಸುವ ಭರವಸೆ ನೀಡಿದರು. ಪಾದಚಾರಿ ಮೇಲ್ಸೇತುವೆ [580, 1130, 839, 1295]
swamy-title-red: ದುಡ್ಡಿನ ಹಿಂದೆ ಬಿದ್ದಿರುವ ಮನುಷ್ಯ ಭಾವನೆ: [595, 1711, 1007, 1746]
forest-col4 [944, 120, 1193, 783]
rudset-col1-text: ತುಮಕೂರು: ರುಡ್‌ಸೆಟ್ ಸಂಸ್ಥೆಯ ವತಿಯಿಂದ ಏಪ್ರಿಲ್ 16 ರಿಂದ ಹಮ್ಮಿಕೊಂಡಿರುವ ಹಸು ಸಾಕಣಿಕೆ(ಹೈನುಗಾರಿಕೆ) ಮತ್ತು ಎರೆಹುಳು ಗೊಬ್ಬರ ಕುರಿತು 10 ದಿನಗಳ ಉಚಿತ ತರಬೇತಿಗೆ ಗ್ರಾಮೀಣ ನಿರುದ್ಯೋಗಿ ಯುವಕರಿಂದ ಅರ್ಜಿ ಆಹ್ವಾನಿಸಲಾಗಿದೆ. ಆಸಕ್ತರು 18 ರಿಂದ 45 ವರ್ಷ ವಯೋಮಾನದವರಾಗಿದ್ದು, ಕನ್ನಡ ಭಾಷೆ ಓದಲು ಮತ್ತು ಬರೆಯಲು ಬಲ್ಲವರಾಗಿರಬೇಕು. ಆಧಾರ್ ಕಾರ್ಡ್/ಬಿಪಿಎಲ್ ಕಾರ್ಡ್ ಗಳನ್ನು ಹೊಂದಿರುವ ಗ್ರಾಮೀಣ ಪ್ರದೇಶದ ಅಭ್ಯರ್ಥಿಗಳಿಗೆ ಆದ್ಯತೆ [580, 1424, 836, 1570]
rail-col4 [849, 872, 1105, 1362]
forest-sub-health: ಅರಣ್ಯಗಳು ಮತ್ತು ಆರೋಗ್ಯ" [1205, 239, 1340, 255]
transformer-body [1119, 1243, 1468, 1702]
rni-number: RNI: KARKAN/2013/51795 [693, 11, 891, 29]
issue-date: Date:21-03--2025 Friday [316, 11, 490, 29]
forest-col2 [367, 211, 616, 783]
forest-sub-history: ಇತಿಹಾಸ [623, 536, 663, 553]
swamy-col2-text: ಕುಪ್ಪೂರು ಗದ್ದುಗೆ ಮಠದ ಶ್ರೀ ಡಾ.ಯತೀಶ್ವರ ಶಿವಾಚಾರ್ಯ ಸ್ವಾಮಿ ಮಾತನಾಡಿ, ಕುಪ್ಪೂರು ಗದ್ದುಗೆ ಮಠದ ಗುರುಪರಂಪರೆ ವಿಶಿಷ್ಟವಾದದ್ದು. ನಮ್ಮ ಸಂಸ್ಕೃತಿ ಮತ್ತು ಪರಂಪರೆಯನ್ನು ಉಳಿಸಿ ಬೆಳೆಸುವ ಜವಾಬ್ದಾರಿ ಯುವ ಪೀಳಿಗೆಯ ಮೇಲಿದೆ. ಮಕ್ಕಳಿಗೆ ಉತ್ತಮ ಸಂಸ್ಕಾರ ನೀಡುವ ಮೂಲಕ ಸಮಾಜದ ಏಳಿಗೆಗೆ ಶ್ರಮಿಸಬೇಕು. ಗುರು–ಹಿರಿಯರನ್ನು ಗೌರವಿಸುವ ಮನೋಭಾವ ಬೆಳೆಸಿಕೊಳ್ಳಬೇಕು ಎಂದು ಹೇಳಿದರು. ಇದೇ ಸಂದರ್ಭದಲ್ಲಿ ಗ್ರಾಮದ ಹಿರಿಯರನ್ನು ಸನ್ಮಾನಿಸಲಾಯಿತು. [889, 2040, 1175, 2167]
swamy-col1-text: ಚಿಕ್ಕನಾಯಕನಹಳ್ಳಿ: ವೀರಶೈವ ಪರಂಪರೆಯಲ್ಲಿ ಇಷ್ಟಲಿಂಗ ಪೂಜೆಗೆ ಪ್ರಾಶಸ್ತ್ಯವನ್ನು ನೀಡಲಾಗಿದೆ ಮನುಷ್ಯನಲ್ಲಿ ಶಾಂತಿ ಸಮಾಧಾನ ಮೂಡಲು ಇದು ಸಹಕಾರಿ ಎಂದು ಶ್ರೀ ಶಿವಪ್ರಕಾಶಶಿವಾಚಾರ್ಯ ಸ್ವಾಮಿ ತಿಳಿಸಿದರು. ತಾಲ್ಲೂಕಿನ ಚಿಟ್ಟೇಕೆರೆಗ್ರಾಮದಲ್ಲಿ ವೀರಶೈವಲಿಂಗಾಯಿತ ಸಮಾಜ ಮತ್ತು ಗ್ರಾಮಸ್ಥರು ಏರ್ಪಡಿಸಿದ್ದ ಶ್ರೀ ಜಗದ್ಗುರು ರೇಣುಕಾಚಾರ್ಯರ ಯುಗಮಾನೋತ್ಸವ ಧರ್ಮಸಭೆ ಸಮಾರಂಭದ ದಿವ್ಯ ಸಾನ್ನಿಧ್ಯ ವಹಿಸಿ ಅವರು ಮಾತನಾಡಿದರು. ಸಮಾಜದಲ್ಲಿ ಜನರು ಹಣ ಸಂಪಾದನೆ ಮಾಡಲು ಹೆಚ್ಚಿನಗಮನ ನೀಡುತ್ತಿದ್ದಾರೆ ಹಣದ ಹಿಂದೆ ಬಿದ್ದು ಬಾಂಧವ್ಯಗಳಿಂದ ದೂರವಾಗುತ್ತಿರುವುದು ಬೇಸರದ ಸಂಗತಿ. ಪೂರ್ವಜರ ಪುಣ್ಯ ಶ್ರೀರೇಣುಕಾಚಾರ್ಯರ ಆದರ್ಶಗಳನ್ನು ಪಾಲಿಸುವ ಮೂಲಕ ನೆಮ್ಮದಿಯ ಜೀವನ ನಡೆಸಬೇಕು. ಧರ್ಮದ ಹಾದಿಯಲ್ಲಿ ನಡೆದರೆ ಬದುಕು ಸಾರ್ಥಕವಾಗುತ್ತದೆ ಎಂದು ಹೇಳಿದರು. [580, 1807, 881, 2009]
page-number: 3 [1443, 9, 1462, 29]
forest-photo-sapling [623, 120, 932, 346]
metro-col2-text: ಕೊಂಡಿದ್ದಾರೆ. ಅನ್ಯಭಾಷಿಗರಿಗೆ ಅನುಕೂಲ ಮಾಡಿಕೊಡುವ ನೀತಿ ಕಾಣಿಸುತ್ತಿದೆ. ಮೆಟ್ರೋ ನೇಮಕಾತಿಯಲ್ಲಿ ಸ್ಥಳೀಯ ಕನ್ನಡಿಗರಿಗೆ ಆದ್ಯತೆ ನೀಡಬೇಕು. ಕಾನೂನು ಪ್ರಕಾರ ಕನ್ನಡ ಕಲಿಕೆ ಕಡ್ಡಾಯ ಮಾಡಬೇಕು. ಇಲ್ಲದಿದ್ದರೆ ರಾಜ್ಯಾದ್ಯಂತ ಉಗ್ರ ಹೋರಾಟ ನಡೆಸಲಾಗುವುದು ಎಂದು ಎಚ್ಚರಿಸಿದ್ದಾರೆ. ಕನ್ನಡಿಗರಿಗೆ ಅವಕಾಶ ತಪ್ಪಿಸುವ ಪ್ರಯತ್ನ ನಿಲ್ಲಬೇಕು. ಅಧಿಕಾರಿಗಳು ಕೂಡಲೇ ಈ ಬಗ್ಗೆ ಗಮನ ಹರಿಸಿ ನೇಮಕಾತಿ ಅಧಿಸೂಚನೆಯನ್ನು ಹಿಂಪಡೆದು ಹೊಸದಾಗಿ ಕನ್ನಡಿಗರಿಗೆ ಅನುಕೂಲವಾಗುವಂತೆ ಪ್ರಕಟಿಸಬೇಕು ಎಂದು ಪ್ರಕಾಶ್ ಆಗ್ರಹಿಸಿದ್ದಾರೆ. [369, 2052, 568, 2274]
forest-col2b-text: ಅರಣ್ಯ ದಿನದ ಮಹತ್ವ ಅರಿಯುವುದು ಈಗ ಹೊಸತನವೇನೂ ದಾರಿ ಮಾಡಿಕೊಟ್ಟಿದೆ. ಅದರಲ್ಲೂ ವಿಶೇಷವಾಗಿ ಕಾರ್ಬನ್ ಅಂಶ ತಗ್ಗಿಸುವ ಕ್ರಮವಾಗಿಯೂ ಅರಣ್ಯದ ಮಹತ್ವ ತಿಳಿಯಲಾಗುತ್ತಿದೆ. ಇತ್ತೀಚೆಗೆ ಪ್ಯಾರಿಸ್ ಒಪ್ಪಂದದಂತೆ 275 ಕೋಟಿ ಟನ್ ಕಾರ್ಬನ್ ಪ್ರಮಾಣ ತಗ್ಗಿಸಲು 50 ಲಕ್ಷ ಹೆಕ್ಟೇರ್ ಅರಣ್ಯೀಕರಣಕ್ಕೆ ಒತ್ತು ನೀಡಿದೆ. ಒಂದೆಡೆ ಅರಣ್ಯದ ಪ್ರಮಾಣ ತಗ್ಗುತ್ತಿದ್ದರೆ ಭಾರತದಲ್ಲಿಯೇ ಮರದ ಕೊರತೆ ಎದುರಾಗಿ ಪ್ರತಿ ವರ್ಷ 39 ಸಾವಿರ ಕೋಟಿ ಮೌಲ್ಯದ ಮರ ಆಮದು ಮಾಡಿಕೊಳ್ಳುವ ಪರಿಸ್ಥಿತಿ [367, 428, 616, 574]
forest-col3a-text: ನಿರ್ಮಾಣವಾಗಿದೆ. [623, 356, 694, 371]
swamy-title-black: ಬಾಂಧವ್ಯಗಳಿಂದ [1017, 1711, 1171, 1746]
forest-col3b-text: ಪ್ರಪಂಚದ ಮೂರನೇ ಒಂದು ಭಾಗದಷ್ಟು ಭೂಪ್ರದೇಶವನ್ನು ಕಾಡುಗಳು ಆವರಿಸಿವೆ ಎಂದು ನಮಗೆ ತಿಳಿದಿದೆ. ಜನರು ಮತ್ತು ವಿವಿಧ ಜೀವಿಯ ಸಸ್ಯ ತಿಳಿಗಳು ಮತ್ತು ಜೀವವೈವಿಧ್ಯ ಸಾಮರ್ಥ್ಯಗಳ ಹಾಗೂ ಕಾಡುಗಳನ್ನು ಅವಲಂಬಿಸಿವೆ. ಪ್ರಾಣಿಗಳು ಮತ್ತು ಕೀಟಗಳಿಗೆ ಆಶ್ರಯವನ್ನು ಒದಗಿಸುವುದು, ಆಮ್ಲಜನಕ, ಇಂಗಾಲದ [623, 560, 932, 630]
section-divider-2 [45, 1366, 1105, 1368]
forest-title: ವಿಶ್ವ ಅರಣ್ಯ ದಿನ [45, 121, 413, 202]
